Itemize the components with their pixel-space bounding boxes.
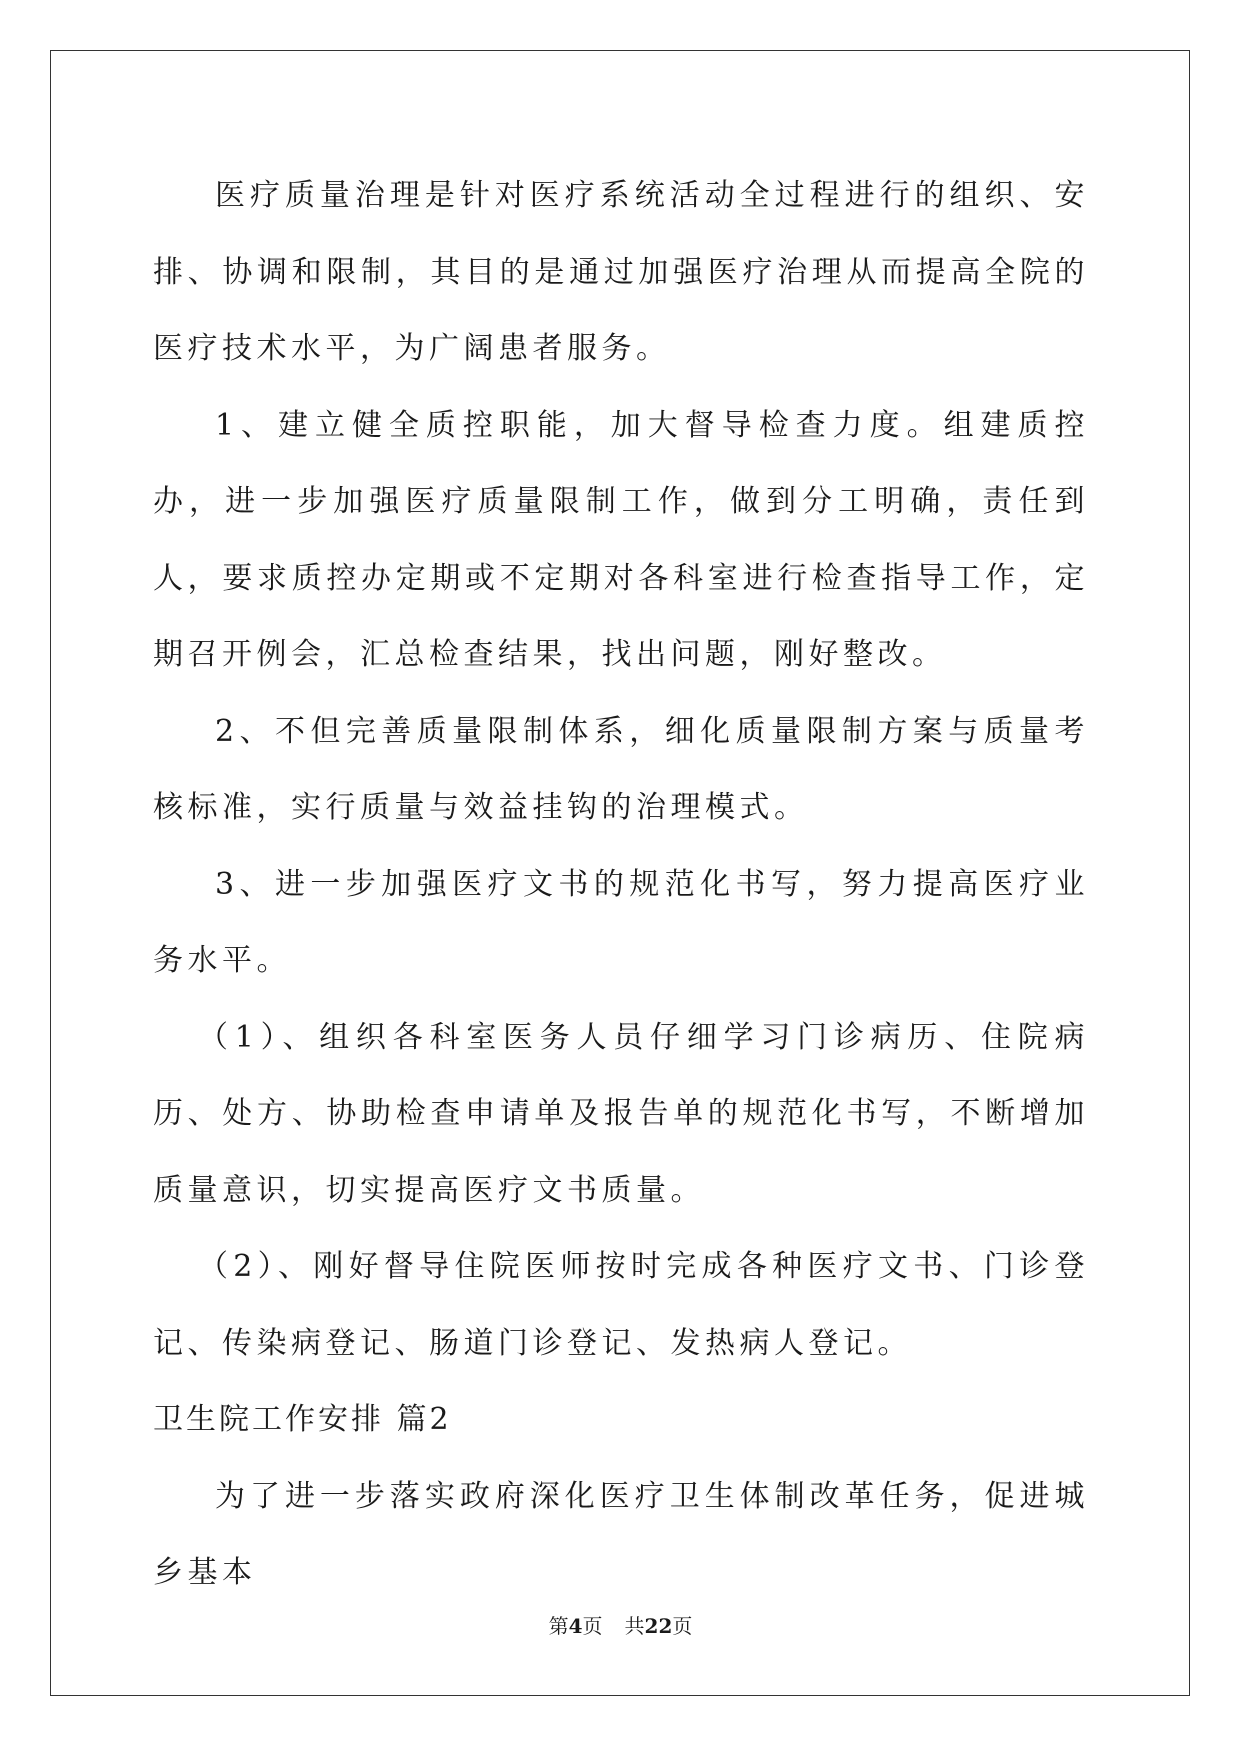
paragraph-closing: 为了进一步落实政府深化医疗卫生体制改革任务，促进城乡基本: [153, 1478, 1089, 1590]
document-body: [153, 158, 1089, 1612]
paragraph-item-2: 2、不但完善质量限制体系，细化质量限制方案与质量考核标准，实行质量与效益挂钩的治理模式。: [153, 713, 1089, 825]
footer-total-suffix: 页: [672, 1614, 693, 1638]
paragraph-item-3: 3、进一步加强医疗文书的规范化书写，努力提高医疗业务水平。: [153, 866, 1089, 978]
footer-page-prefix: 第: [548, 1614, 569, 1638]
footer-page-suffix: 页: [582, 1614, 603, 1638]
paragraph-subitem-1: （1）、组织各科室医务人员仔细学习门诊病历、住院病历、处方、协助检查申请单及报告单的规范化书写，不断增加质量意识，切实提高医疗文书质量。: [153, 1019, 1089, 1208]
section-heading: 卫生院工作安排 篇2: [153, 1402, 452, 1437]
footer-total-pages: 22: [644, 1614, 673, 1638]
paragraph-subitem-2: （2）、刚好督导住院医师按时完成各种医疗文书、门诊登记、传染病登记、肠道门诊登记、发热病人登记。: [153, 1249, 1089, 1361]
footer-page-number: 4: [568, 1614, 583, 1638]
paragraph-item-1: 1、建立健全质控职能，加大督导检查力度。组建质控办，进一步加强医疗质量限制工作，做到分工明确，责任到人，要求质控办定期或不定期对各科室进行检查指导工作，定期召开例会，汇总检查结果，找出问题，刚好整改。: [153, 407, 1089, 672]
page-footer: [0, 1612, 1241, 1640]
footer-total-prefix: 共: [624, 1614, 645, 1638]
paragraph-intro: 医疗质量治理是针对医疗系统活动全过程进行的组织、安排、协调和限制，其目的是通过加强医疗治理从而提高全院的医疗技术水平，为广阔患者服务。: [153, 178, 1089, 366]
